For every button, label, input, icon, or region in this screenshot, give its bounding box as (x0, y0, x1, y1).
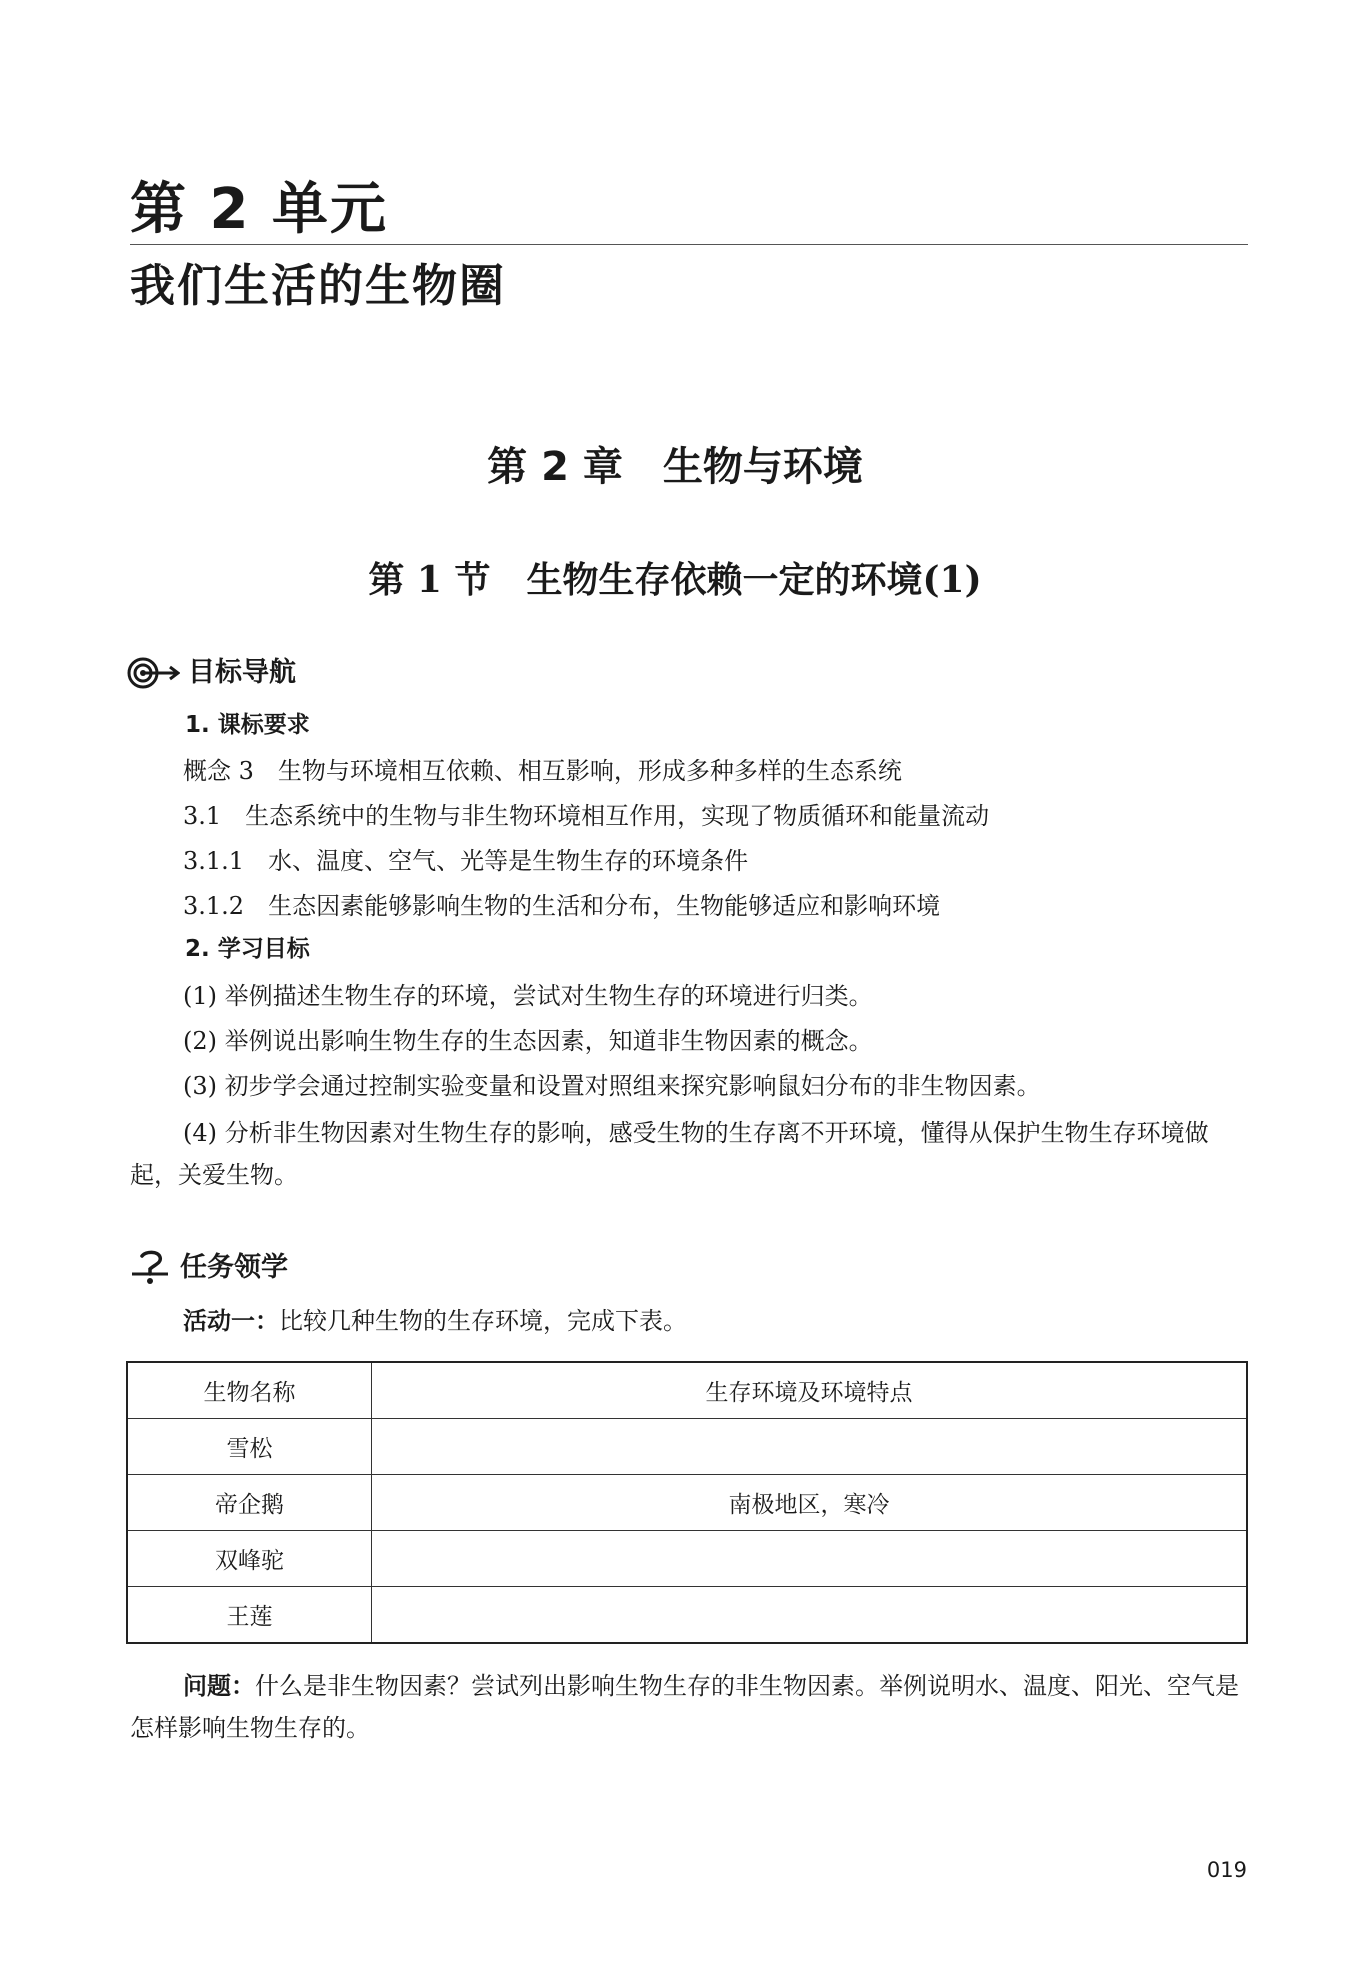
page-number: 019 (1206, 1858, 1247, 1882)
target-nav-heading (126, 655, 296, 691)
organism-name-cell: 双峰驼 (127, 1531, 372, 1587)
curriculum-line: 3.1 生态系统中的生物与非生物环境相互作用，实现了物质循环和能量流动 (183, 802, 990, 830)
environment-cell: 南极地区，寒冷 (372, 1475, 1248, 1531)
question-text: 什么是非生物因素？尝试列出影响生物生存的非生物因素。举例说明水、温度、阳光、空气是怎样影响生物生存的。 (130, 1672, 1239, 1742)
task-learning-heading-text: 任务领学 (180, 1252, 288, 1283)
objective-item: (4) 分析非生物因素对生物生存的影响，感受生物的生存离不开环境，懂得从保护生物生存环境做起，关爱生物。 (130, 1119, 1209, 1189)
table-header-row (127, 1362, 1247, 1419)
objectives-heading: 2. 学习目标 (185, 936, 310, 962)
activity-line (183, 1303, 687, 1339)
question-paragraph (130, 1665, 1250, 1749)
environment-cell[interactable] (372, 1531, 1248, 1587)
task-learning-heading (128, 1250, 288, 1286)
question-label: 问题： (183, 1672, 255, 1700)
organism-name-cell: 帝企鹅 (127, 1475, 372, 1531)
environment-table (126, 1361, 1248, 1644)
curriculum-heading: 1. 课标要求 (185, 712, 310, 738)
curriculum-line: 3.1.2 生态因素能够影响生物的生活和分布，生物能够适应和影响环境 (183, 892, 941, 920)
table-row (127, 1475, 1247, 1531)
table-row (127, 1587, 1247, 1644)
target-nav-heading-text: 目标导航 (188, 657, 296, 688)
section-title: 第 1 节 生物生存依赖一定的环境(1) (368, 559, 982, 601)
organism-name-cell: 雪松 (127, 1419, 372, 1475)
table-row (127, 1419, 1247, 1475)
objective-item: (1) 举例描述生物生存的环境，尝试对生物生存的环境进行归类。 (183, 982, 873, 1010)
unit-number-title: 第 2 单元 (130, 177, 388, 242)
unit-title: 我们生活的生物圈 (130, 259, 507, 312)
unit-divider (130, 244, 1248, 245)
table-header-cell: 生物名称 (127, 1362, 372, 1419)
organism-name-cell: 王莲 (127, 1587, 372, 1644)
task-icon (128, 1250, 172, 1286)
table-header-cell: 生存环境及环境特点 (372, 1362, 1248, 1419)
curriculum-line: 3.1.1 水、温度、空气、光等是生物生存的环境条件 (183, 847, 749, 875)
objective-item: (2) 举例说出影响生物生存的生态因素，知道非生物因素的概念。 (183, 1027, 873, 1055)
target-icon (126, 656, 180, 690)
table-row (127, 1531, 1247, 1587)
curriculum-line: 概念 3 生物与环境相互依赖、相互影响，形成多种多样的生态系统 (183, 757, 902, 785)
chapter-title: 第 2 章 生物与环境 (487, 444, 863, 490)
environment-cell[interactable] (372, 1587, 1248, 1644)
activity-text: 比较几种生物的生存环境，完成下表。 (279, 1307, 687, 1335)
environment-cell[interactable] (372, 1419, 1248, 1475)
objective-item: (3) 初步学会通过控制实验变量和设置对照组来探究影响鼠妇分布的非生物因素。 (183, 1072, 1041, 1100)
activity-label: 活动一： (183, 1307, 279, 1335)
